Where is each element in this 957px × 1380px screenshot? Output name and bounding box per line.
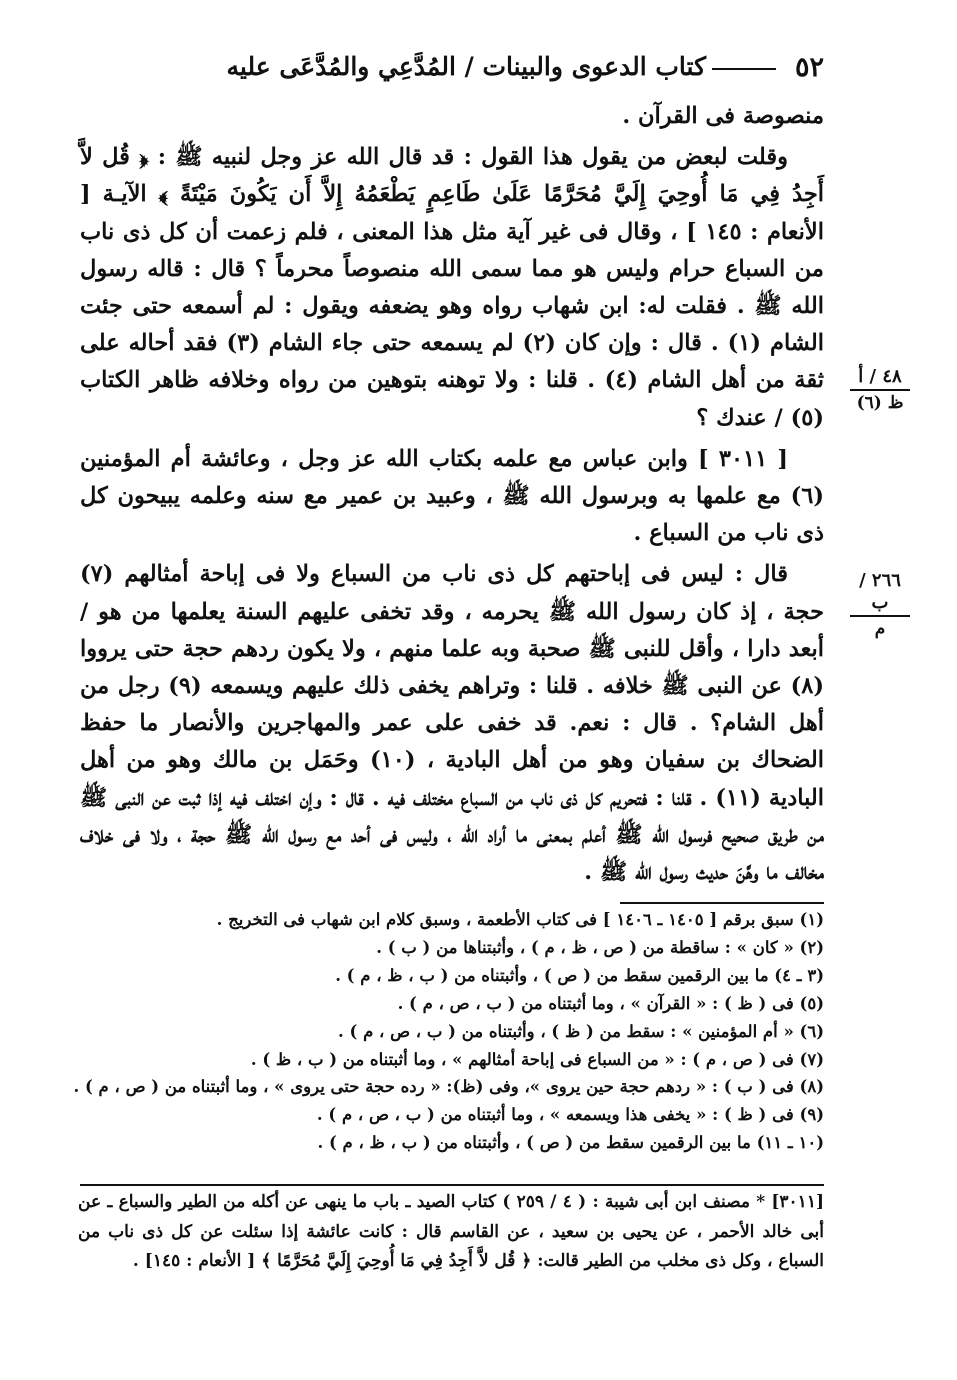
margin-note-1-top: ٤٨ / أ bbox=[850, 366, 910, 391]
footnote: (١٠ ـ ١١) ما بين الرقمين سقط من ( ص ) ، وأثبتناه من ( ب ، ظ ، م ) . bbox=[317, 1133, 824, 1153]
source-separator bbox=[80, 1184, 824, 1186]
paragraph-1: منصوصة فى القرآن . bbox=[622, 103, 824, 129]
footnote: (٩) فى ( ظ ) : « يخفى هذا ويسمعه » ، وما أثبتناه من ( ب ، ص ، م ) . bbox=[316, 1105, 824, 1125]
footnote: (٨) فى ( ب ) : « ردهم حجة حين يروى »، وفى (ظ): « رده حجة حتى يروى » ، وما أثبتناه من ( ص ، م ) . bbox=[73, 1077, 824, 1097]
main-text bbox=[80, 98, 824, 891]
source-note: [٣٠١١] * مصنف ابن أبى شيبة : ( ٤ / ٢٥٩ ) كتاب الصيد ـ باب ما ينهى عن أكله من الطير والسباع ـ عن أبى خالد الأحمر ، عن يحيى بن سعيد ، عن القاسم قال : كانت عائشة إذا سئلت عن كل ذى ناب من السباع ، وكل ذى مخلب من الطير قالت: ﴿ قُل لاَّ أَجِدُ فِي مَا أُوحِيَ إِلَيَّ مُحَرَّمًا ﴾ [ الأنعام : ١٤٥] . bbox=[78, 1192, 824, 1271]
running-header bbox=[72, 50, 824, 94]
paragraph-4: قال : ليس فى إباحتهم كل ذى ناب من السباع ولا فى إباحة أمثالهم (٧) حجة ، إذ كان رسول الله ﷺ يحرمه ، وقد تخفى عليهم السنة يعلمها من هو / أبعد دارا ، وأقل للنبى ﷺ صحبة وبه علما منهم ، ولا يكون ردهم حجة حتى يرووا (٨) عن النبى ﷺ خلافه . قلنا : وتراهم يخفى ذلك عليهم ويسمعه (٩) رجل من أهل الشام؟ . قال : نعم. قد خفى على عمر والمهاجرين والأنصار ما حفظ الضحاك بن سفيان وهو من أهل البادية ، (١٠) وحَمَل بن مالك وهو من أهل البادية (١١) . قلنا : فتحريم كل ذى ناب من السباع مختلف فيه . قال : وإن اختلف فيه إذا ثبت عن النبى ﷺ من طريق صحيح فرسول الله ﷺ أعلم بمعنى ما أراد الله ، وليس فى أحد مع رسول الله ﷺ حجة ، ولا فى خلاف مخالف ما وهَّنَ حديث رسول الله ﷺ . bbox=[80, 561, 825, 886]
margin-note-2-top: ٢٦٦ / ب bbox=[850, 570, 910, 617]
footnote: (٣ ـ ٤) ما بين الرقمين سقط من ( ص ) ، وأثبتناه من ( ب ، ظ ، م ) . bbox=[335, 965, 824, 985]
page-number: ٥٢ bbox=[794, 52, 824, 83]
header-rule bbox=[712, 68, 776, 70]
margin-note-1-bottom: ظ (٦) bbox=[856, 393, 904, 413]
running-title: كتاب الدعوى والبينات / المُدَّعِي والمُدَّعَى عليه bbox=[226, 52, 706, 81]
footnote: (٦) « أم المؤمنين » : سقط من ( ظ ) ، وأثبتناه من ( ب ، ص ، م ) . bbox=[338, 1021, 824, 1041]
margin-note-2-bottom: م bbox=[874, 619, 886, 639]
margin-note-1 bbox=[850, 366, 910, 414]
footnotes-list bbox=[73, 906, 824, 1157]
footnote: (٢) « كان » : ساقطة من ( ص ، ظ ، م ) ، وأثبتناها من ( ب ) . bbox=[376, 937, 824, 957]
footnote: (١) سبق برقم [ ١٤٠٥ ـ ١٤٠٦ ] فى كتاب الأطعمة ، وسبق كلام ابن شهاب فى التخريج . bbox=[216, 910, 824, 929]
footnote-separator bbox=[620, 902, 824, 904]
paragraph-2: وقلت لبعض من يقول هذا القول : قد قال الله عز وجل لنبيه ﷺ : ﴿ قُل لاَّ أَجِدُ فِي مَا أُوحِيَ إِلَيَّ مُحَرَّمًا عَلَىٰ طَاعِمٍ يَطْعَمُهُ إِلاَّ أَن يَكُونَ مَيْتَةً ﴾ الآيـة [ الأنعام : ١٤٥ ] ، وقال فى غير آية مثل هذا المعنى ، فلم زعمت أن كل ذى ناب من السباع حرام وليس هو مما سمى الله منصوصاً محرماً ؟ قال : قاله رسول الله ﷺ . فقلت له: ابن شهاب رواه وهو يضعفه ويقول : لم أسمعه حتى جئت الشام (١) . قال : وإن كان (٢) لم يسمعه حتى جاء الشام (٣) فقد أحاله على ثقة من أهل الشام (٤) . قلنا : ولا توهنه بتوهين من رواه وخلافه ظاهر الكتاب (٥) / عندك ؟ bbox=[80, 144, 824, 431]
margin-note-2 bbox=[850, 570, 910, 640]
footnote: (٥) فى ( ظ ) : « القرآن » ، وما أثبتناه من ( ب ، ص ، م ) . bbox=[397, 993, 824, 1013]
footnote: (٧) فى ( ص ، م ) : « من السباع فى إباحة أمثالهم » ، وما أثبتناه من ( ب ، ظ ) . bbox=[250, 1049, 824, 1069]
paragraph-3: [ ٣٠١١ ] وابن عباس مع علمه بكتاب الله عز وجل ، وعائشة أم المؤمنين (٦) مع علمها به وبرسول الله ﷺ ، وعبيد بن عمير مع سنه وعلمه يبيحون كل ذى ناب من السباع . bbox=[80, 445, 824, 547]
